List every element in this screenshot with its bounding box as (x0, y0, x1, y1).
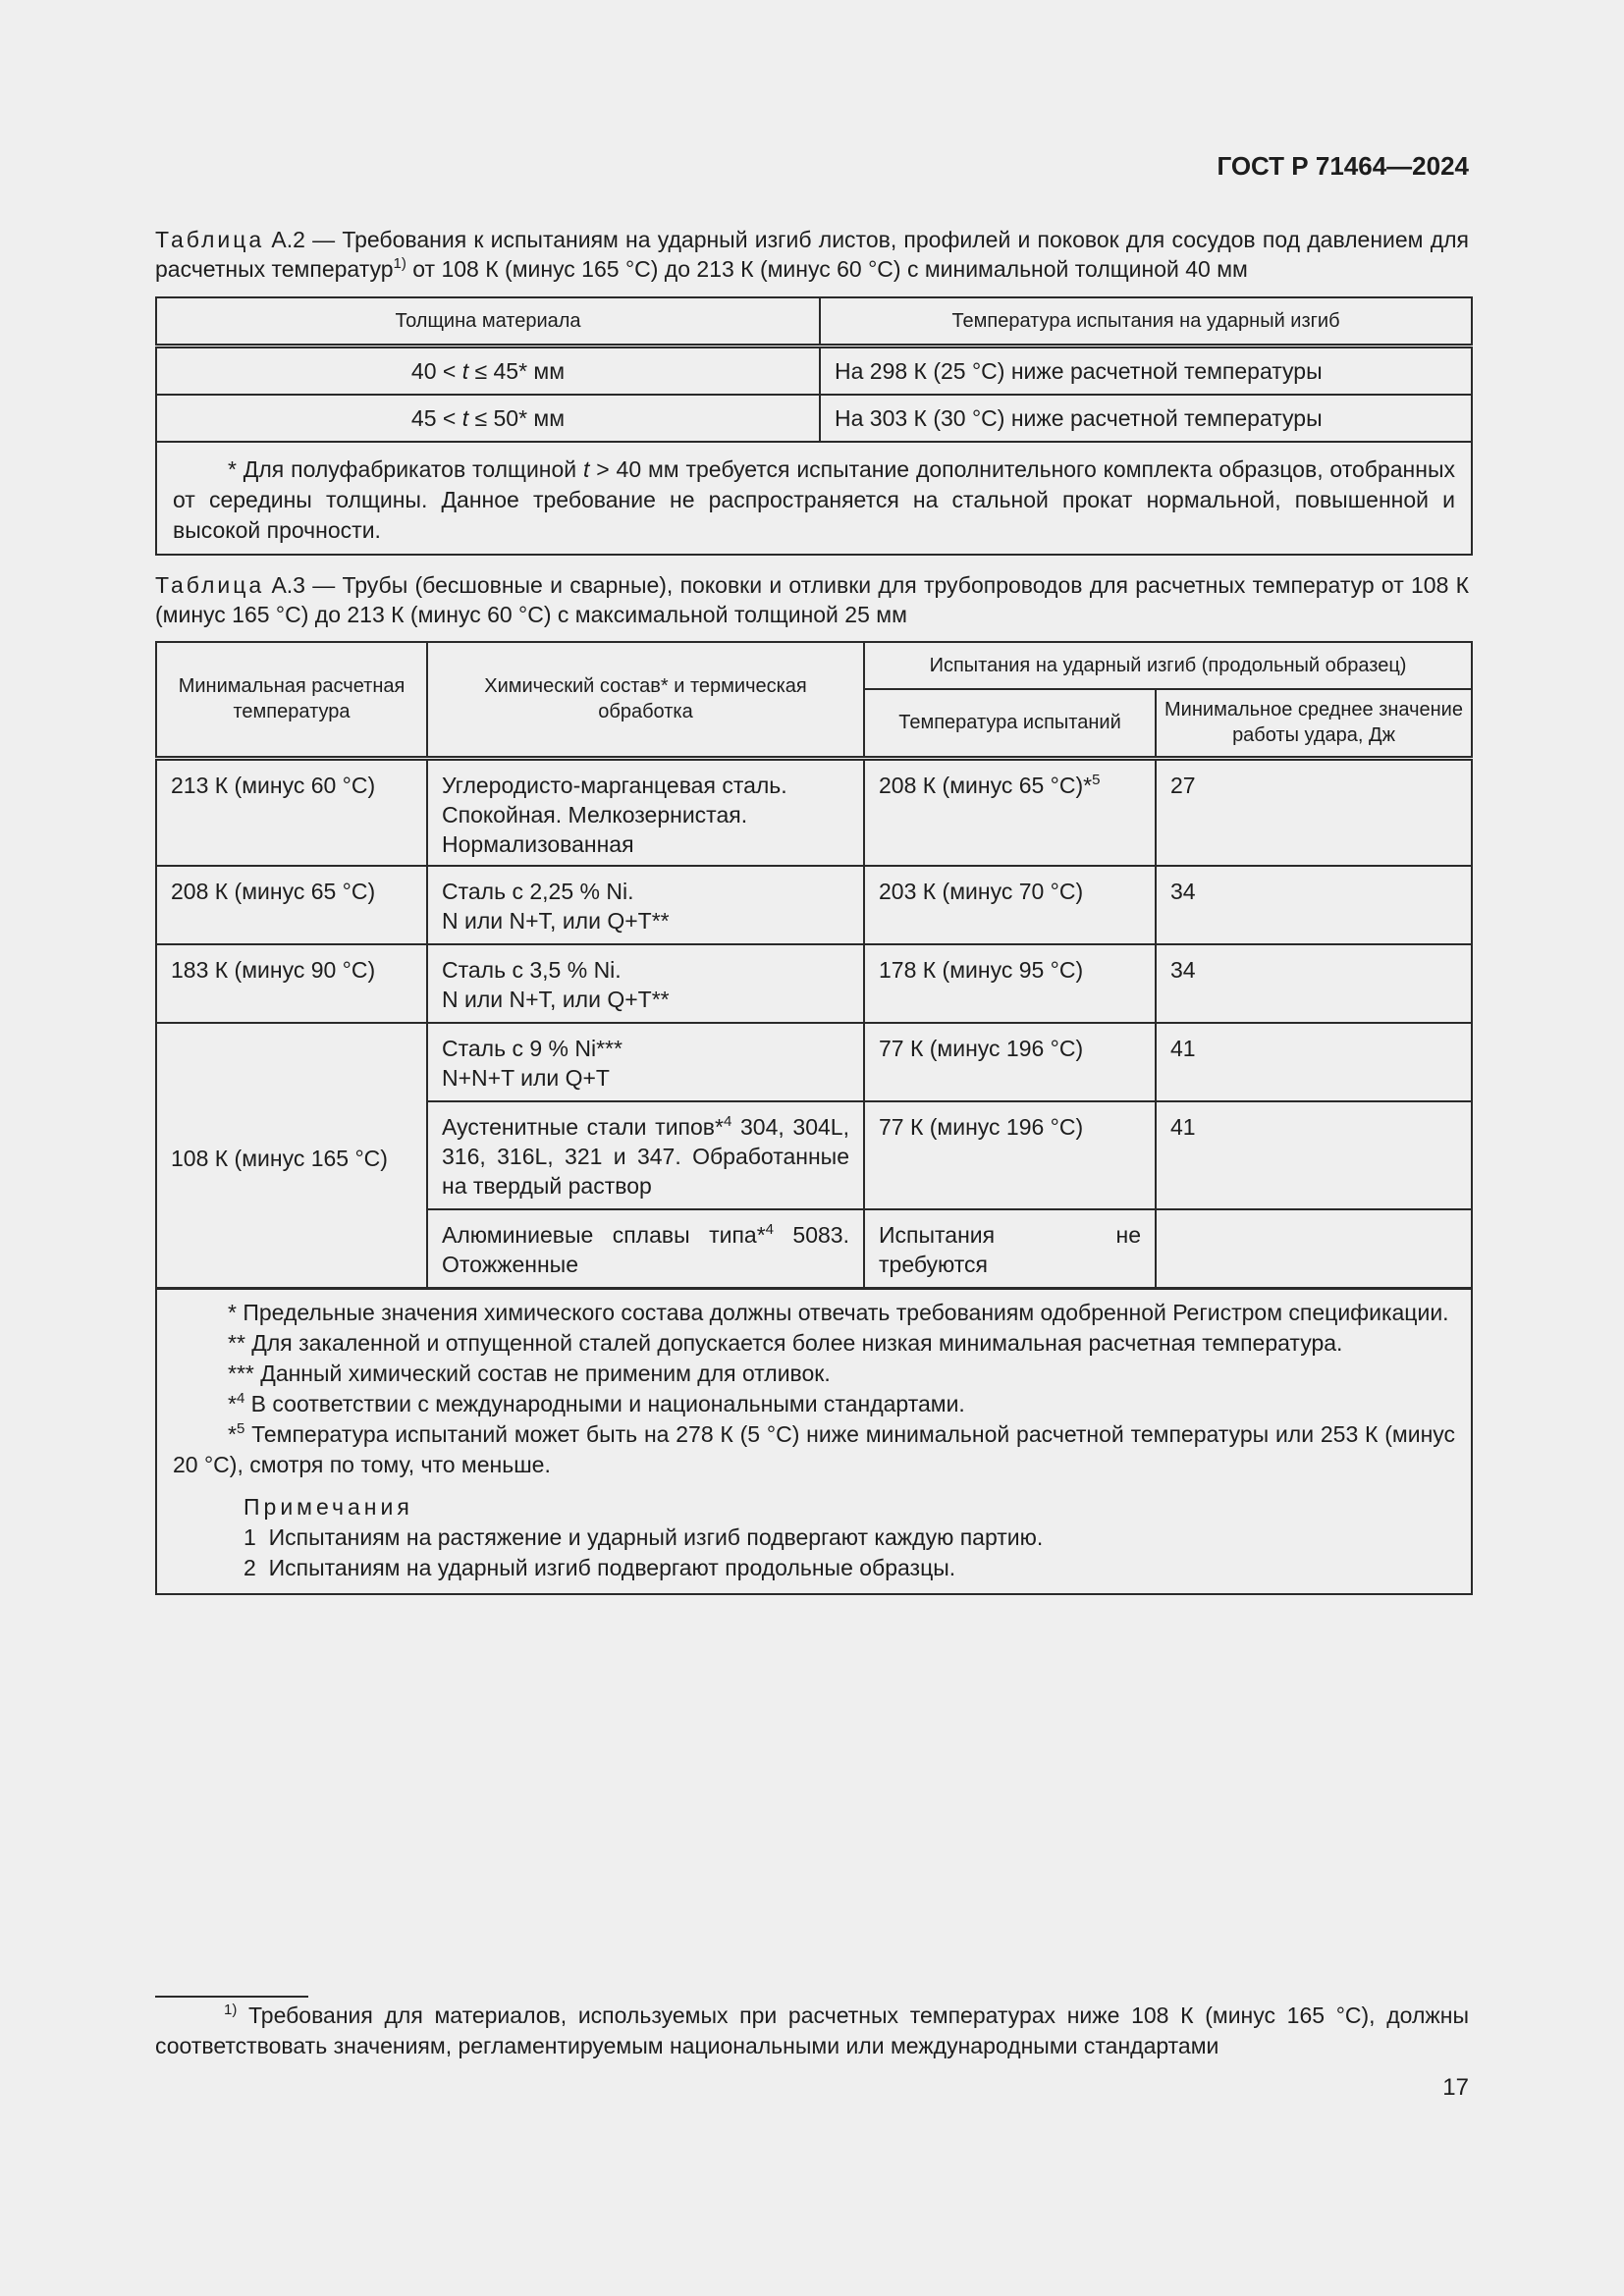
note-item (173, 1553, 1455, 1583)
note-number: 2 (244, 1554, 256, 1580)
header-composition: Химический состав* и термическая обработка (427, 642, 864, 758)
energy-cell: 34 (1156, 866, 1472, 944)
notes-title (173, 1492, 1455, 1522)
energy-cell: 27 (1156, 758, 1472, 866)
composition-line: Углеродисто-марганцевая сталь. (442, 772, 787, 798)
composition-line: N или N+T, или Q+T** (442, 987, 670, 1012)
composition-line: N или N+T, или Q+T** (442, 908, 670, 934)
note-item (173, 1522, 1455, 1553)
header-impact-group: Испытания на ударный изгиб (продольный образец) (864, 642, 1472, 689)
composition-line: N+N+T или Q+T (442, 1065, 610, 1091)
footnote-ref: 4 (765, 1221, 774, 1238)
table-header-row (156, 642, 1472, 689)
footnote-4 (173, 1389, 1455, 1419)
composition-cell (427, 866, 864, 944)
composition-cell (427, 758, 864, 866)
min-temp-cell: 183 К (минус 90 °С) (156, 944, 427, 1023)
table-a2 (155, 296, 1473, 556)
header-test-temperature: Температура испытания на ударный изгиб (820, 297, 1472, 347)
footnote-text: Требования для материалов, используемых при расчетных температурах ниже 108 К (минус 165 °С), должны соответствовать значениям, регламентируемым национальными или международными стандартами (155, 2002, 1469, 2058)
footnote-mark: * (228, 1420, 237, 1447)
header-thickness: Толщина материала (156, 297, 820, 347)
footnote-text: Температура испытаний может быть на 278 К (5 °С) ниже минимальной расчетной температуры или 253 К (минус 20 °С), смотря по тому, что меньше. (173, 1420, 1456, 1477)
min-temp-cell: 213 К (минус 60 °С) (156, 758, 427, 866)
standard-designation: ГОСТ Р 71464—2024 (1217, 151, 1469, 181)
composition-cell (427, 1209, 864, 1288)
test-temp-cell: 77 К (минус 196 °С) (864, 1101, 1156, 1209)
test-temp-cell: 77 К (минус 196 °С) (864, 1023, 1156, 1101)
temperature-cell: На 298 К (25 °С) ниже расчетной температуры (820, 347, 1472, 396)
footnote-3: *** Данный химический состав не применим для отливок. (228, 1360, 831, 1386)
table-row (156, 944, 1472, 1023)
min-temp-cell: 208 К (минус 65 °С) (156, 866, 427, 944)
composition-line: Сталь с 3,5 % Ni. (442, 957, 622, 983)
thickness-var: t (461, 405, 469, 431)
header-min-energy: Минимальное среднее значение работы удара, Дж (1156, 689, 1472, 758)
table-row (156, 1023, 1472, 1101)
footnote-mark: * (228, 1390, 237, 1416)
composition-line: Сталь с 9 % Ni*** (442, 1036, 623, 1061)
table-a2-footnote (156, 442, 1472, 555)
energy-cell (1156, 1209, 1472, 1288)
header-min-temp: Минимальная расчетная температура (156, 642, 427, 758)
composition-line: Нормализованная (442, 830, 634, 857)
table-a3-caption (155, 570, 1469, 629)
test-temp-cell: 203 К (минус 70 °С) (864, 866, 1156, 944)
footnote-2: ** Для закаленной и отпущенной сталей допускается более низкая минимальная расчетная температура. (228, 1329, 1343, 1356)
table-row (156, 866, 1472, 944)
footnote-ref: 5 (1092, 771, 1101, 788)
test-temp-text: 208 К (минус 65 °С)* (879, 772, 1093, 798)
energy-cell: 34 (1156, 944, 1472, 1023)
composition-cell (427, 1101, 864, 1209)
table-header-row (156, 297, 1472, 347)
thickness-pre: 45 < (410, 405, 462, 431)
footnote-var: t (583, 456, 590, 482)
note-text: Испытаниям на растяжение и ударный изгиб подвергают каждую партию. (268, 1523, 1044, 1550)
table-a2-caption (155, 225, 1469, 284)
note-text: Испытаниям на ударный изгиб подвергают продольные образцы. (268, 1554, 956, 1580)
composition-text: Алюминиевые сплавы типа* (442, 1222, 766, 1248)
thickness-post: ≤ 50* мм (468, 405, 566, 431)
table-a3 (155, 641, 1473, 1595)
table-footnote-row (156, 1288, 1472, 1594)
min-temp-cell: 108 К (минус 165 °С) (156, 1023, 427, 1288)
composition-text: 304, 304L, 316, 316L, 321 и 347. Обработанные на твердый раствор (442, 1114, 849, 1199)
footnote-pre: * Для полуфабрикатов толщиной (228, 456, 583, 482)
test-temp-cell: Испытания не требуются (864, 1209, 1156, 1288)
table-row (156, 347, 1472, 396)
footnote-ref: 1) (393, 255, 406, 272)
test-temp-cell: 178 К (минус 95 °С) (864, 944, 1156, 1023)
footnote-ref: 4 (723, 1113, 732, 1130)
footnote-mark: 1) (224, 2002, 238, 2018)
thickness-cell (156, 395, 820, 442)
composition-cell (427, 944, 864, 1023)
header-test-temp: Температура испытаний (864, 689, 1156, 758)
thickness-pre: 40 < (410, 358, 462, 384)
thickness-var: t (461, 358, 469, 384)
note-number: 1 (244, 1523, 256, 1550)
caption-text-end: от 108 К (минус 165 °С) до 213 К (минус 60 °С) с минимальной толщиной 40 мм (412, 256, 1248, 282)
test-temp-cell (864, 758, 1156, 866)
footnote-text: В соответствии с международными и национальными стандартами. (244, 1390, 965, 1416)
thickness-cell (156, 347, 820, 396)
footnote-1: * Предельные значения химического состава должны отвечать требованиям одобренной Регистром спецификации. (228, 1299, 1449, 1325)
table-row (156, 395, 1472, 442)
footnote-separator (155, 1996, 308, 1998)
composition-line: Спокойная. Мелкозернистая. (442, 801, 748, 828)
thickness-post: ≤ 45* мм (468, 358, 566, 384)
page-number: 17 (1442, 2074, 1469, 2101)
table-footnote-row (156, 442, 1472, 555)
notes-title-text: Примечания (244, 1493, 413, 1520)
composition-line: Сталь с 2,25 % Ni. (442, 879, 634, 904)
footnote-sup: 5 (236, 1419, 245, 1437)
composition-cell (427, 1023, 864, 1101)
temperature-cell: На 303 К (30 °С) ниже расчетной температуры (820, 395, 1472, 442)
energy-cell: 41 (1156, 1101, 1472, 1209)
table-row (156, 758, 1472, 866)
footnote-post: > 40 мм требуется испытание дополнительного комплекта образцов, отобранных от середины толщины. Данное требование не распространяется на стальной прокат нормальной, повышенной и высокой прочности. (173, 456, 1455, 543)
caption-text: А.2 — Требования к испытаниям на ударный изгиб листов, профилей и поковок для сосудов под давлением для расчетных температур (155, 227, 1469, 282)
page-footnote (155, 2001, 1469, 2061)
composition-text: Аустенитные стали типов* (442, 1114, 724, 1140)
caption-text: А.3 — Трубы (бесшовные и сварные), поковки и отливки для трубопроводов для расчетных температур от 108 К (минус 165 °С) до 213 К (минус 60 °С) с максимальной толщиной 25 мм (155, 572, 1470, 627)
energy-cell: 41 (1156, 1023, 1472, 1101)
composition-text: 5083. Отожженные (442, 1222, 849, 1277)
table-label: Таблица (155, 227, 265, 252)
footnote-sup: 4 (236, 1389, 245, 1407)
table-label: Таблица (155, 572, 265, 598)
table-a3-footnotes (156, 1288, 1472, 1594)
footnote-5 (173, 1419, 1455, 1480)
